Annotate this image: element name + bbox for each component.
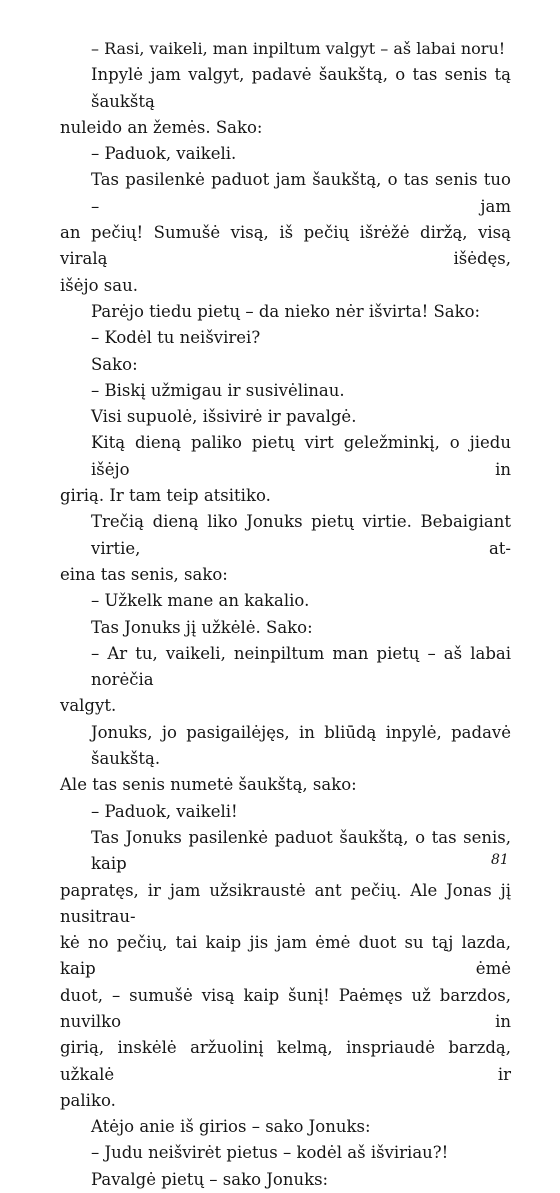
text-line: Sako: — [91, 354, 138, 374]
text-line: – Kodėl tu neišvirei? — [91, 328, 261, 348]
text-line: girią, inskėlė aržuolinį kelmą, inspriaudė barzdą, užkalė ir — [60, 1038, 511, 1084]
text-line: duot, – sumušė visą kaip šunį! Paėmęs už barzdos, nuvilko in — [60, 985, 511, 1031]
text-line: Atėjo anie iš girios – sako Jonuks: — [91, 1117, 371, 1137]
text-line: papratęs, ir jam užsikraustė ant pečių. Ale Jonas jį nusitrau- — [60, 880, 511, 926]
text-line: Jonuks, jo pasigailėjęs, in bliūdą inpylė, padavė šaukštą. — [91, 722, 511, 769]
text-line: Parėjo tiedu pietų – da nieko nėr išvirta! Sako: — [91, 301, 481, 321]
text-line: kė no pečių, tai kaip jis jam ėmė duot su tąj lazda, kaip ėmė — [60, 933, 511, 979]
text-line: paliko. — [60, 1090, 116, 1110]
text-line: – Užkelk mane an kakalio. — [91, 591, 310, 611]
text-line: Tas Jonuks jį užkėlė. Sako: — [91, 617, 313, 637]
text-line: Trečią dieną liko Jonuks pietų virtie. Bebaigiant virtie, at- — [91, 512, 511, 558]
text-line: Ale tas senis numetė šaukštą, sako: — [60, 775, 357, 795]
text-line: – Ar tu, vaikeli, neinpiltum man pietų – aš labai norėčia — [91, 643, 511, 690]
text-line: – Judu neišvirėt pietus – kodėl aš išviriau?! — [91, 1143, 449, 1163]
text-line: Tas Jonuks pasilenkė paduot šaukštą, o tas senis, kaip — [91, 827, 511, 874]
text-line: Pavalgė pietų – sako Jonuks: — [91, 1169, 329, 1189]
text-line: Tas pasilenkė paduot jam šaukštą, o tas senis tuo – jam — [91, 170, 511, 216]
text-line: eina tas senis, sako: — [60, 564, 228, 584]
body-text — [60, 36, 511, 1193]
text-line: Visi supuolė, išsivirė ir pavalgė. — [91, 407, 357, 427]
text-line: girią. Ir tam teip atsitiko. — [60, 486, 271, 506]
text-line: išėjo sau. — [60, 275, 138, 295]
text-line: – Paduok, vaikeli. — [91, 144, 237, 164]
text-line: Kitą dieną paliko pietų virt geležminkį, o jiedu išėjo in — [91, 433, 511, 479]
text-line: valgyt. — [60, 696, 117, 716]
text-line: nuleido an žemės. Sako: — [60, 117, 263, 137]
text-line: – Biskį užmigau ir susivėlinau. — [91, 380, 345, 400]
text-line: an pečių! Sumušė visą, iš pečių išrėžė diržą, visą viralą išėdęs, — [60, 223, 511, 269]
text-line: – Rasi, vaikeli, man inpiltum valgyt – aš labai noru! — [91, 39, 506, 58]
text-line: Inpylė jam valgyt, padavė šaukštą, o tas senis tą šaukštą — [91, 65, 511, 111]
page-number: 81 — [491, 852, 509, 868]
text-line: – Paduok, vaikeli! — [91, 801, 238, 821]
